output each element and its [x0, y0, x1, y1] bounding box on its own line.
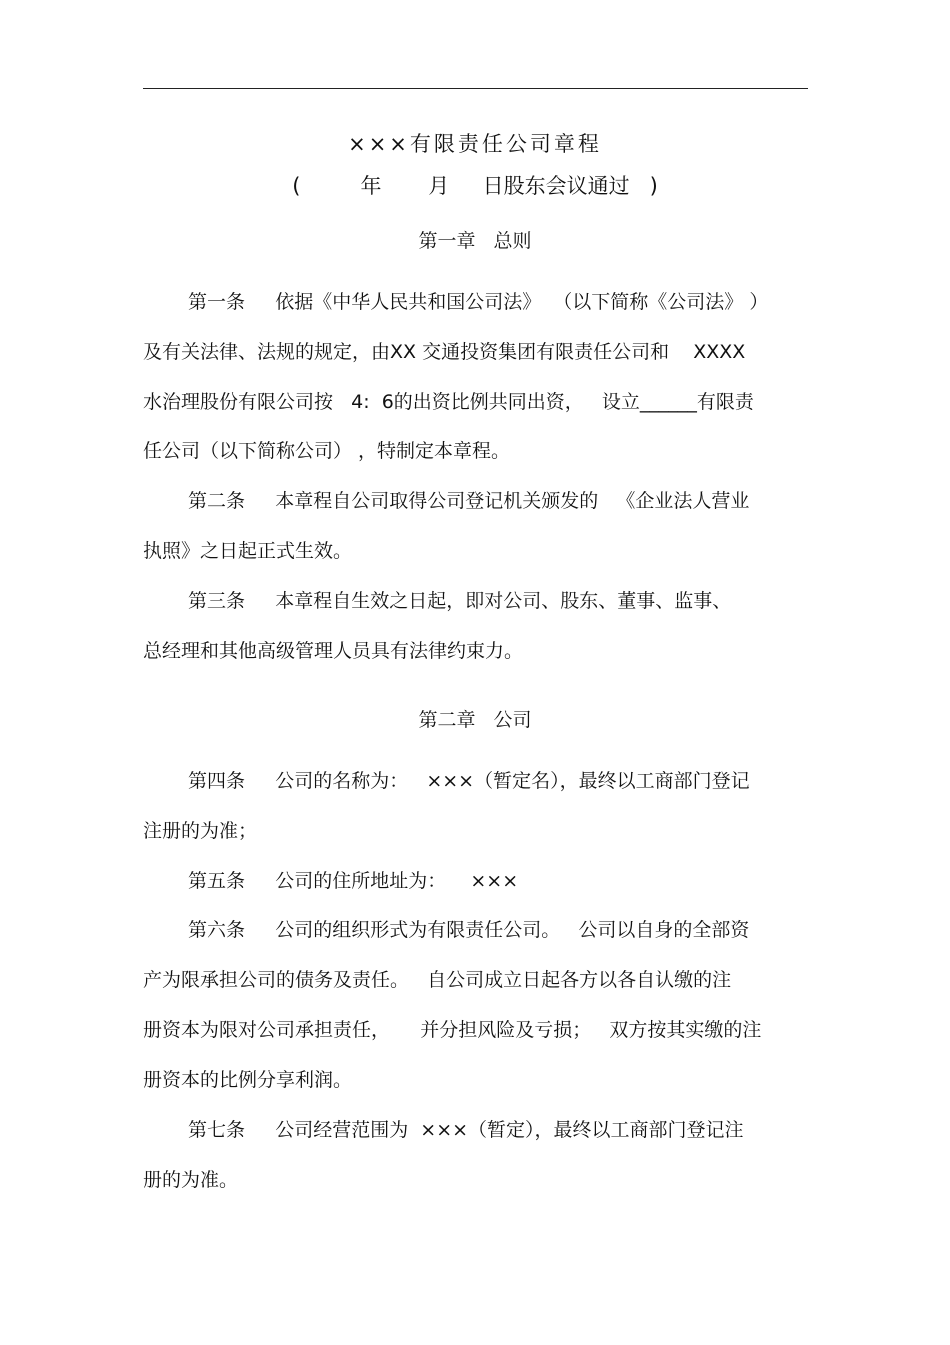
document-subtitle: ( 年 月 日股东会议通过 ) — [292, 174, 658, 198]
article-4-line-1: 第四条 公司的名称为： ×××（暂定名），最终以工商部门登记 — [188, 770, 750, 792]
chapter-1-heading: 第一章 总则 — [418, 230, 532, 252]
article-1-line-3: 水治理股份有限公司按 4: 6的出资比例共同出资， 设立______有限责 — [143, 391, 754, 413]
article-6-line-3: 册资本为限对公司承担责任， 并分担风险及亏损； 双方按其实缴的注 — [143, 1019, 762, 1041]
article-6-line-1: 第六条 公司的组织形式为有限责任公司。 公司以自身的全部资 — [188, 919, 750, 941]
article-2-line-2: 执照》之日起正式生效。 — [143, 540, 353, 562]
article-6-line-4: 册资本的比例分享利润。 — [143, 1069, 353, 1091]
article-6-line-2: 产为限承担公司的债务及责任。 自公司成立日起各方以各自认缴的注 — [143, 969, 732, 991]
article-4-line-2: 注册的为准； — [143, 820, 258, 842]
article-5-line-1: 第五条 公司的住所地址为： ××× — [188, 870, 519, 892]
article-1-line-4: 任公司（以下简称公司） ，特制定本章程。 — [143, 440, 511, 462]
article-7-line-2: 册的为准。 — [143, 1169, 239, 1191]
article-1-line-2: 及有关法律、法规的规定，由XX 交通投资集团有限责任公司和 XXXX — [143, 341, 746, 363]
article-3-line-2: 总经理和其他高级管理人员具有法律约束力。 — [143, 640, 524, 662]
article-7-line-1: 第七条 公司经营范围为 ×××（暂定），最终以工商部门登记注 — [188, 1119, 744, 1141]
article-3-line-1: 第三条 本章程自生效之日起，即对公司、股东、董事、监事、 — [188, 590, 732, 612]
chapter-2-heading: 第二章 公司 — [418, 709, 532, 731]
article-2-line-1: 第二条 本章程自公司取得公司登记机关颁发的 《企业法人营业 — [188, 490, 750, 512]
article-1-line-1: 第一条 依据《中华人民共和国公司法》 （以下简称《公司法》 ） — [188, 291, 769, 313]
top-horizontal-rule — [143, 88, 808, 89]
document-title: ×××有限责任公司章程 — [348, 132, 602, 156]
